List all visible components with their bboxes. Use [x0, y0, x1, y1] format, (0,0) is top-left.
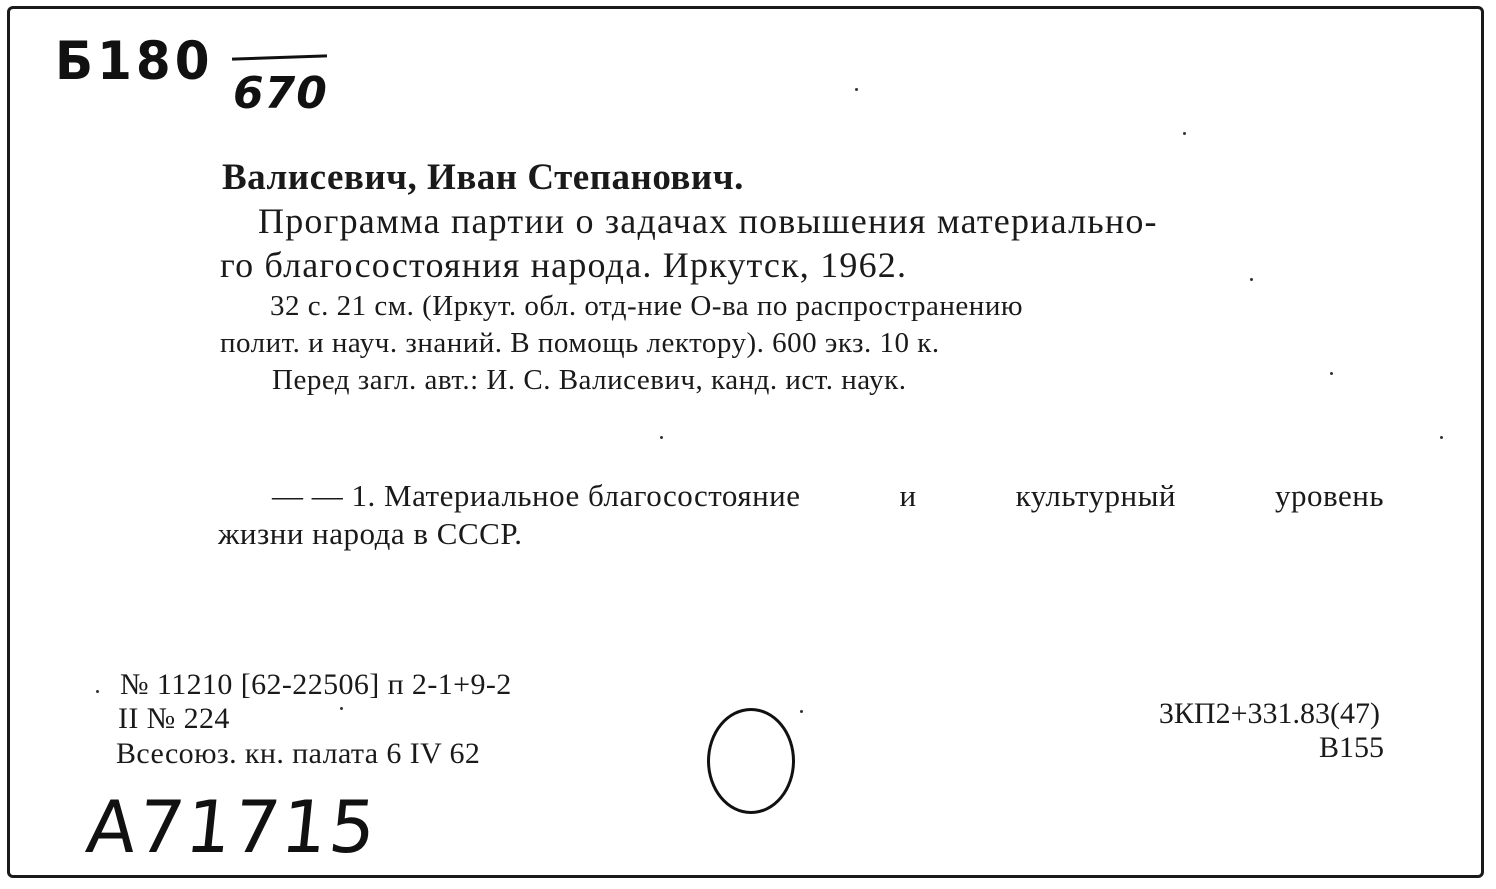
scan-speck	[800, 710, 803, 713]
author-heading: Валисевич, Иван Степанович.	[222, 157, 744, 198]
cutter-number: В155	[1318, 731, 1384, 764]
classification-code: 3КП2+331.83(47)	[1158, 697, 1380, 730]
registration-series: II № 224	[118, 702, 230, 735]
subject-word: уровень	[1275, 478, 1384, 513]
scan-speck	[1440, 436, 1443, 439]
subject-word: — — 1. Материальное благосостояние	[272, 478, 801, 513]
title-line-1: Программа партии о задачах повышения материально-	[258, 201, 1158, 241]
collation-line-2: полит. и науч. знаний. В помощь лектору). 600 экз. 10 к.	[220, 327, 940, 359]
subject-line-1	[272, 478, 1384, 514]
scan-speck	[1330, 372, 1333, 375]
scan-speck	[1250, 278, 1253, 281]
stamp-circle	[707, 708, 795, 814]
scan-speck	[96, 690, 99, 693]
scan-speck	[340, 707, 343, 710]
registration-chamber: Всесоюз. кн. палата 6 IV 62	[116, 737, 481, 770]
subject-word: культурный	[1015, 478, 1177, 513]
subject-line-2: жизни народа в СССР.	[218, 516, 523, 551]
subject-word: и	[899, 478, 917, 513]
author-note: Перед загл. авт.: И. С. Валисевич, канд. ист. наук.	[272, 364, 907, 396]
collation-line-1: 32 с. 21 см. (Иркут. обл. отд-ние О-ва по распространению	[270, 290, 1024, 322]
shelf-mark-sub: 670	[233, 68, 328, 119]
registration-number: № 11210 [62-22506] п 2-1+9-2	[120, 668, 512, 701]
inventory-number: А71715	[82, 785, 382, 869]
shelf-mark: Б180	[55, 30, 214, 92]
scan-speck	[855, 88, 858, 91]
title-line-2: го благосостояния народа. Иркутск, 1962.	[220, 245, 908, 285]
scan-speck	[660, 436, 663, 439]
scan-speck	[1183, 132, 1186, 135]
